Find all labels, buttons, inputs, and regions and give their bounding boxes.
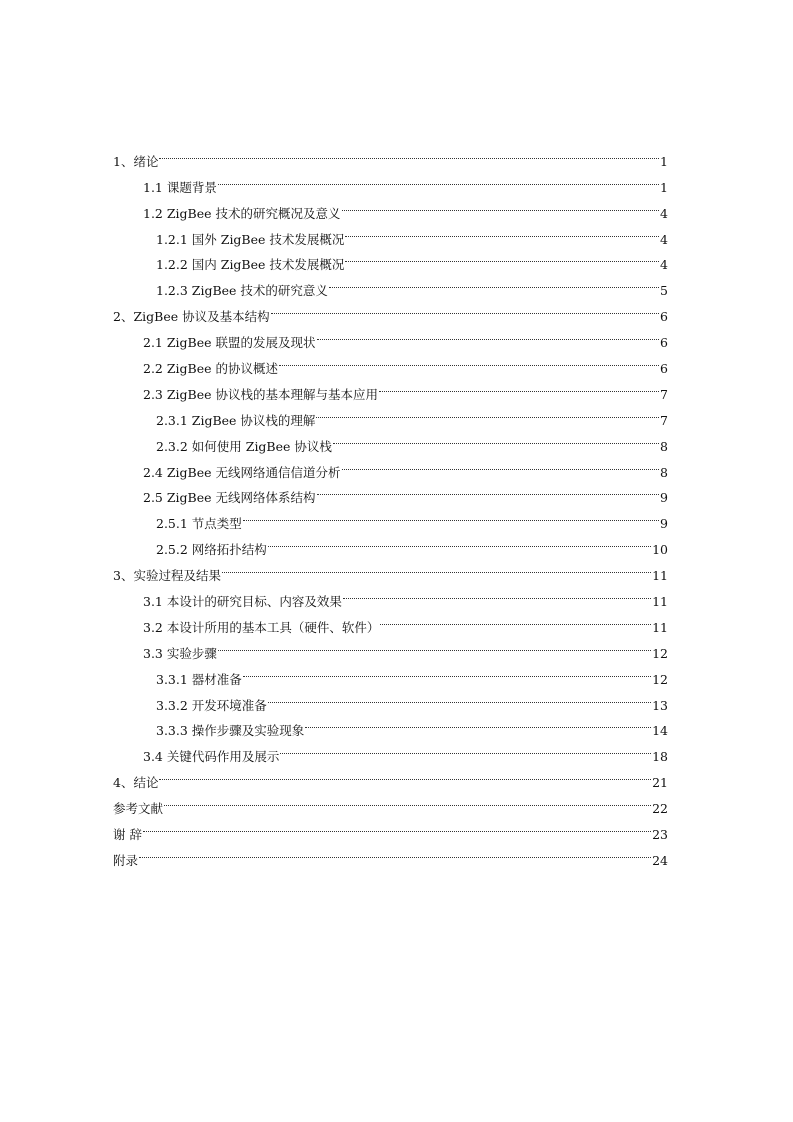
toc-dot-leader — [159, 140, 659, 166]
toc-entry-page-number: 7 — [660, 386, 668, 402]
toc-entry-page-number: 4 — [660, 231, 668, 247]
toc-entry[interactable] — [113, 166, 668, 195]
toc-dot-leader — [279, 347, 659, 373]
toc-entry-page-number: 8 — [660, 464, 668, 480]
toc-dot-leader — [317, 321, 660, 347]
toc-entry-title: 2.5.1 节点类型 — [156, 516, 242, 532]
toc-dot-leader — [316, 399, 659, 425]
toc-entry-title: 1.2.3 ZigBee 技术的研究意义 — [156, 283, 328, 299]
toc-entry-title: 1.1 课题背景 — [143, 179, 217, 195]
toc-entry-title: 1.2.2 国内 ZigBee 技术发展概况 — [156, 257, 345, 273]
toc-entry-page-number: 24 — [652, 852, 668, 868]
toc-dot-leader — [343, 580, 651, 606]
toc-entry-page-number: 9 — [660, 516, 668, 532]
toc-entry-title: 2.1 ZigBee 联盟的发展及现状 — [143, 335, 316, 351]
toc-dot-leader — [268, 528, 651, 554]
toc-entry-page-number: 11 — [652, 568, 668, 584]
toc-entry-page-number: 12 — [652, 671, 668, 687]
toc-entry[interactable] — [113, 761, 668, 791]
toc-dot-leader — [222, 554, 651, 580]
toc-entry-title: 3.1 本设计的研究目标、内容及效果 — [143, 594, 342, 610]
toc-entry-title: 谢 辞 — [113, 827, 142, 843]
toc-dot-leader — [159, 761, 651, 787]
toc-dot-leader — [218, 632, 651, 658]
toc-entry-title: 4、结论 — [113, 775, 159, 791]
toc-dot-leader — [271, 295, 659, 321]
toc-entry-title: 附录 — [113, 852, 139, 868]
toc-entry-page-number: 7 — [660, 412, 668, 428]
toc-dot-leader — [243, 658, 651, 684]
toc-entry-page-number: 12 — [652, 645, 668, 661]
toc-dot-leader — [329, 269, 659, 295]
toc-entry-page-number: 6 — [660, 309, 668, 325]
toc-entry-page-number: 9 — [660, 490, 668, 506]
toc-dot-leader — [164, 787, 651, 813]
toc-entry-page-number: 21 — [652, 775, 668, 791]
toc-entry-title: 2.3 ZigBee 协议栈的基本理解与基本应用 — [143, 386, 378, 402]
toc-entry[interactable] — [113, 813, 668, 843]
toc-entry-title: 2.2 ZigBee 的协议概述 — [143, 361, 278, 377]
toc-entry-title: 3.3.1 器材准备 — [156, 671, 242, 687]
toc-entry-title: 3.3.2 开发环境准备 — [156, 697, 267, 713]
toc-entry-title: 1.2.1 国外 ZigBee 技术发展概况 — [156, 231, 345, 247]
toc-entry[interactable] — [113, 787, 668, 817]
toc-entry-page-number: 8 — [660, 438, 668, 454]
toc-entry-page-number: 6 — [660, 335, 668, 351]
toc-entry-page-number: 13 — [652, 697, 668, 713]
toc-entry-page-number: 5 — [660, 283, 668, 299]
toc-dot-leader — [143, 813, 651, 839]
toc-entry-page-number: 18 — [652, 749, 668, 765]
toc-entry-page-number: 23 — [652, 827, 668, 843]
toc-entry-title: 2、ZigBee 协议及基本结构 — [113, 309, 270, 325]
toc-dot-leader — [379, 373, 659, 399]
toc-entry-page-number: 22 — [652, 801, 668, 817]
toc-entry-page-number: 4 — [660, 257, 668, 273]
toc-dot-leader — [333, 425, 659, 451]
toc-dot-leader — [305, 710, 651, 736]
toc-entry-title: 3、实验过程及结果 — [113, 568, 221, 584]
toc-entry-title: 3.3.3 操作步骤及实验现象 — [156, 723, 305, 739]
toc-dot-leader — [268, 684, 651, 710]
toc-dot-leader — [342, 192, 660, 218]
toc-entry-page-number: 11 — [652, 594, 668, 610]
toc-entry-title: 2.3.1 ZigBee 协议栈的理解 — [156, 412, 316, 428]
toc-entry-title: 2.5 ZigBee 无线网络体系结构 — [143, 490, 316, 506]
toc-entry-title: 2.5.2 网络拓扑结构 — [156, 542, 267, 558]
toc-dot-leader — [139, 839, 651, 865]
toc-entry-page-number: 4 — [660, 205, 668, 221]
toc-entry-page-number: 1 — [660, 153, 668, 169]
toc-entry-page-number: 14 — [652, 723, 668, 739]
toc-dot-leader — [342, 451, 660, 477]
toc-dot-leader — [280, 735, 651, 761]
toc-dot-leader — [345, 244, 659, 270]
toc-dot-leader — [317, 477, 660, 503]
toc-entry-title: 2.3.2 如何使用 ZigBee 协议栈 — [156, 438, 332, 454]
toc-entry-title: 3.2 本设计所用的基本工具（硬件、软件） — [143, 619, 380, 635]
toc-entry-page-number: 1 — [660, 179, 668, 195]
toc-entry-page-number: 11 — [652, 619, 668, 635]
table-of-contents — [113, 140, 668, 868]
toc-dot-leader — [380, 606, 651, 632]
toc-entry-page-number: 10 — [652, 542, 668, 558]
toc-entry-title: 1.2 ZigBee 技术的研究概况及意义 — [143, 205, 341, 221]
toc-dot-leader — [345, 218, 659, 244]
toc-dot-leader — [218, 166, 659, 192]
toc-entry[interactable] — [113, 140, 668, 169]
toc-entry-title: 3.4 关键代码作用及展示 — [143, 749, 280, 765]
toc-entry-title: 参考文献 — [113, 801, 164, 817]
toc-entry-title: 1、绪论 — [113, 153, 159, 169]
toc-entry[interactable] — [113, 839, 668, 868]
toc-entry-title: 2.4 ZigBee 无线网络通信信道分析 — [143, 464, 341, 480]
toc-entry-page-number: 6 — [660, 361, 668, 377]
toc-entry-title: 3.3 实验步骤 — [143, 645, 217, 661]
toc-dot-leader — [243, 502, 659, 528]
